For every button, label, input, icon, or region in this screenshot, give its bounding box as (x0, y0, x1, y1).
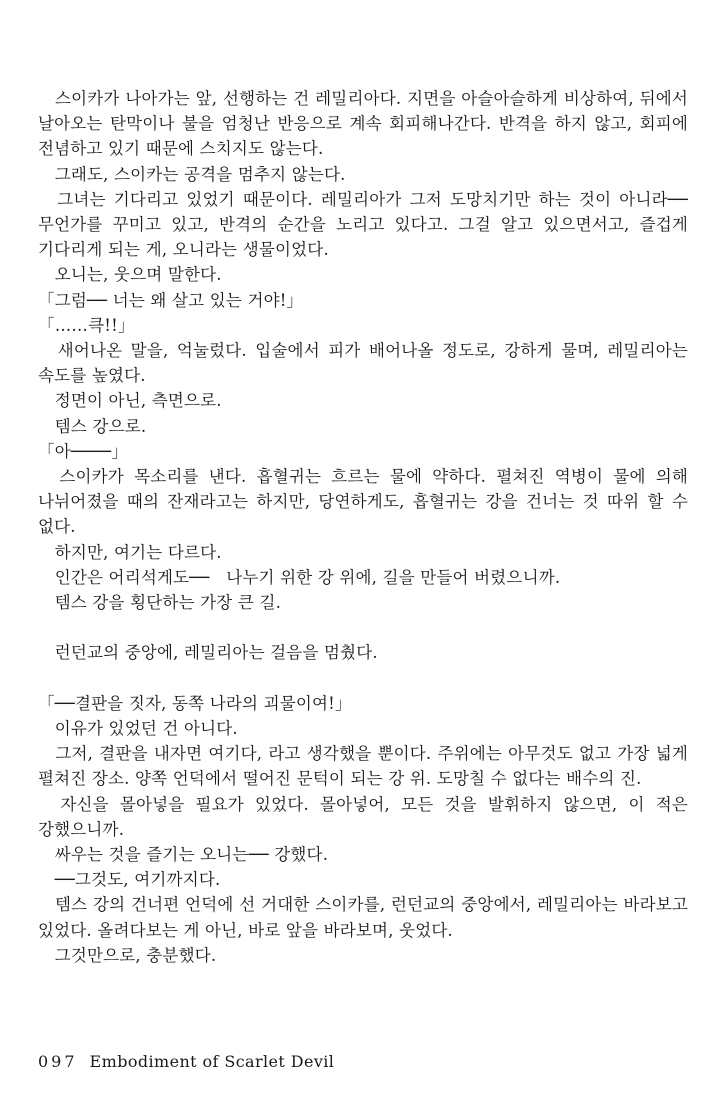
paragraph: 그것만으로, 충분했다. (38, 945, 217, 965)
paragraph: 템스 강의 건너편 언덕에 선 거대한 스이카를, 런던교의 중앙에서, 레밀리아는 바라보고 있었다. 올려다보는 게 아닌, 바로 앞을 바라보며, 웃었다. (38, 895, 694, 940)
paragraph: 스이카가 나아가는 앞, 선행하는 건 레밀리아다. 지면을 아슬아슬하게 비상하여, 뒤에서 날아오는 탄막이나 불을 엄청난 반응으로 계속 회피해나간다. 반격을 하지 않고, 회피에 전념하고 있기 때문에 스치지도 않는다. (38, 89, 694, 159)
paragraph: 「아────」 (38, 441, 129, 461)
paragraph: 싸우는 것을 즐기는 오니는── 강했다. (38, 845, 329, 865)
paragraph: 스이카가 목소리를 낸다. 흡혈귀는 흐르는 물에 약하다. 펼쳐진 역병이 물에 의해 나뉘어졌을 때의 잔재라고는 하지만, 당연하게도, 흡혈귀는 강을 건너는 것 따위 할 수 없다. (38, 467, 694, 537)
paragraph: 템스 강을 횡단하는 가장 큰 길. (38, 593, 282, 613)
paragraph: 이유가 있었던 건 아니다. (38, 719, 238, 739)
page-number: 097 (38, 1052, 78, 1071)
paragraph: 하지만, 여기는 다르다. (38, 542, 222, 562)
paragraph: 템스 강으로. (38, 416, 147, 436)
paragraph: 「그럼── 너는 왜 살고 있는 거야!」 (38, 290, 304, 310)
paragraph: 정면이 아닌, 측면으로. (38, 391, 222, 411)
paragraph: 오니는, 웃으며 말한다. (38, 265, 222, 285)
paragraph: 인간은 어리석게도── 나누기 위한 강 위에, 길을 만들어 버렸으니까. (38, 567, 561, 587)
paragraph: 「──결판을 짓자, 동쪽 나라의 괴물이여!」 (38, 693, 352, 713)
paragraph: 그래도, 스이카는 공격을 멈추지 않는다. (38, 164, 346, 184)
book-title: Embodiment of Scarlet Devil (89, 1052, 335, 1071)
body-text (38, 86, 694, 968)
blank-line (38, 615, 688, 640)
paragraph: 그녀는 기다리고 있었기 때문이다. 레밀리아가 그저 도망치기만 하는 것이 아니라── 무언가를 꾸미고 있고, 반격의 순간을 노리고 있다고. 그걸 알고 있으면서고, 즐겁게 기다리게 되는 게, 오니라는 생물이었다. (38, 189, 694, 260)
blank-line (38, 666, 688, 691)
paragraph: 런던교의 중앙에, 레밀리아는 걸음을 멈췄다. (38, 643, 378, 663)
paragraph: 새어나온 말을, 억눌렀다. 입술에서 피가 배어나올 정도로, 강하게 물며, 레밀리아는 속도를 높였다. (38, 341, 694, 386)
paragraph: ──그것도, 여기까지다. (38, 870, 221, 890)
paragraph: 그저, 결판을 내자면 여기다, 라고 생각했을 뿐이다. 주위에는 아무것도 없고 가장 넓게 펼쳐진 장소. 양쪽 언덕에서 떨어진 문턱이 되는 강 위. 도망칠 수 없다는 배수의 진. (38, 744, 694, 789)
page-footer (38, 1052, 334, 1071)
paragraph: 「……큭!!」 (38, 315, 135, 335)
paragraph: 자신을 몰아넣을 필요가 있었다. 몰아넣어, 모든 것을 발휘하지 않으면, 이 적은 강했으니까. (38, 794, 694, 839)
